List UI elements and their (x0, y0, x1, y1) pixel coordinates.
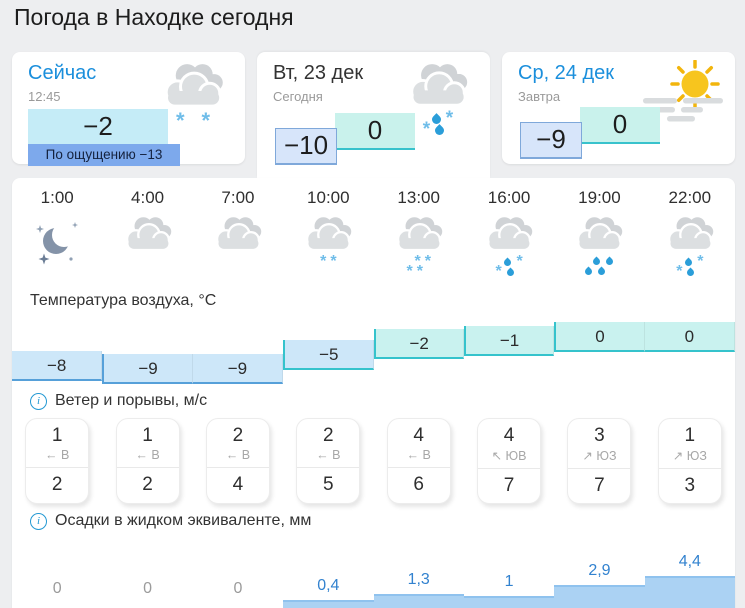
info-icon[interactable]: i (30, 393, 47, 410)
precip-label-text: Осадки в жидком эквиваленте, мм (55, 512, 312, 529)
precip-value: 1 (504, 573, 514, 590)
wind-direction: ← В (225, 448, 251, 462)
cloud-icon (374, 214, 464, 284)
day-card-tomorrow-label[interactable]: Ср, 24 дек (518, 62, 615, 84)
cloud-icon (571, 214, 627, 253)
snowflake-icon: * (424, 253, 431, 270)
wind-speed: 1 (51, 425, 63, 446)
wind-arrow-icon: ← (225, 448, 239, 462)
hour-time: 13:00 (397, 188, 440, 207)
wind-gust: 7 (503, 475, 515, 496)
wind-label-text: Ветер и порывы, м/с (55, 392, 208, 409)
cloud-icon (403, 60, 473, 109)
wind-arrow-icon: ← (45, 448, 58, 462)
wind-speed: 1 (142, 425, 153, 446)
wind-cell (206, 418, 270, 504)
snowflake-icon: * (495, 263, 502, 280)
snowflake-icon: * (175, 108, 185, 133)
precip-section-label (30, 512, 311, 530)
cloud-icon (283, 214, 373, 284)
temp-bar: −1 (464, 326, 554, 356)
wind-gust: 4 (232, 474, 244, 495)
wind-row (12, 418, 735, 504)
day-card-today-label: Вт, 23 дек (273, 62, 364, 84)
snowflake-icon: * (201, 108, 211, 133)
wind-gust: 2 (51, 474, 63, 495)
wind-direction: ← В (45, 448, 70, 462)
hour-column (374, 188, 464, 284)
wind-cell (296, 418, 360, 504)
temp-bar: −9 (102, 354, 192, 384)
snowflake-icon: * (676, 263, 683, 280)
cloud-icon (391, 214, 447, 253)
cloud-icon (481, 214, 537, 253)
snowflake-icon: * (416, 263, 423, 280)
temp-min-tomorrow: −9 (520, 122, 582, 159)
precip-bar (283, 600, 373, 608)
snowflake-icon: * (330, 253, 337, 270)
moon-stars-icon (29, 214, 85, 270)
precip-bar (554, 585, 644, 608)
temp-bar: −2 (374, 329, 464, 359)
page-title: Погода в Находке сегодня (14, 4, 294, 30)
temp-bar: −5 (283, 340, 373, 370)
precip-value: 0 (143, 580, 153, 597)
day-cards-row (12, 52, 735, 178)
wind-direction: ← В (135, 448, 160, 462)
wind-arrow-icon: ↗ (672, 449, 684, 463)
day-card-now-label[interactable]: Сейчас (28, 62, 97, 84)
wind-arrow-icon: ↗ (582, 449, 593, 463)
wind-direction: ↗ ЮЗ (582, 449, 617, 463)
hour-time: 1:00 (40, 188, 74, 207)
hour-column (283, 188, 373, 284)
hour-time: 16:00 (487, 188, 531, 207)
snowflake-icon: * (320, 253, 327, 270)
precip-value: 0,4 (317, 577, 340, 594)
day-card-today-sublabel: Сегодня (273, 89, 323, 104)
cloud-icon (645, 214, 735, 284)
wind-arrow-icon: ↖ (491, 449, 503, 463)
wind-speed: 2 (232, 425, 244, 446)
cloud-icon (102, 214, 192, 284)
precip-value: 1,3 (407, 571, 430, 588)
precip-value: 0 (52, 580, 62, 597)
day-card-now[interactable] (12, 52, 245, 164)
hour-time: 7:00 (221, 188, 255, 207)
temp-max-today: 0 (335, 113, 415, 150)
snowflake-icon: * (445, 108, 454, 129)
temp-bar: 0 (645, 322, 735, 352)
snowflake-icon: * (516, 253, 523, 270)
wind-cell (25, 418, 89, 504)
hour-column (554, 188, 644, 284)
current-temp: −2 (28, 109, 168, 144)
cloud-icon (120, 214, 176, 253)
wind-cell (387, 418, 451, 504)
raindrop-icon (684, 257, 694, 267)
wind-direction: ↗ ЮЗ (672, 449, 707, 463)
wind-direction: ← В (316, 448, 341, 462)
hour-time: 10:00 (307, 188, 350, 207)
cloud-icon (157, 60, 229, 110)
day-card-tomorrow-sublabel: Завтра (518, 89, 561, 104)
hour-column (193, 188, 283, 284)
forecast-panel (12, 178, 735, 608)
hour-time: 19:00 (578, 188, 621, 207)
raindrop-icon (505, 267, 515, 277)
raindrop-icon (605, 257, 615, 267)
temp-bar: 0 (554, 322, 644, 352)
wind-direction: ↖ ЮВ (491, 449, 527, 463)
wind-speed: 1 (684, 425, 696, 446)
raindrop-icon (597, 267, 607, 277)
wind-arrow-icon: ← (406, 448, 420, 462)
snowflake-icon: * (422, 119, 431, 140)
precip-value: 4,4 (678, 553, 701, 570)
precipitation-chart (12, 540, 735, 608)
raindrop-icon (430, 113, 443, 126)
cloud-icon (464, 214, 554, 284)
wind-gust: 2 (142, 474, 153, 495)
precip-bar (645, 576, 735, 608)
cloud-icon (210, 214, 266, 253)
wind-arrow-icon: ← (135, 448, 148, 462)
wind-speed: 4 (503, 425, 515, 446)
hour-column (12, 188, 102, 284)
hour-column (102, 188, 192, 284)
precip-bar (464, 596, 554, 608)
wind-cell (658, 418, 722, 504)
precip-value: 0 (233, 580, 243, 597)
wind-cell (116, 418, 180, 504)
cloud-icon (193, 214, 283, 284)
hour-column (464, 188, 554, 284)
wind-section-label (30, 392, 207, 410)
wind-cell (567, 418, 631, 504)
snowflake-icon: * (406, 263, 413, 280)
precip-bar (374, 594, 464, 608)
day-card-today[interactable] (257, 52, 490, 178)
temperature-chart (12, 318, 735, 392)
temp-max-tomorrow: 0 (580, 107, 660, 144)
wind-gust: 7 (594, 475, 605, 496)
wind-speed: 3 (594, 425, 605, 446)
temperature-label-text: Температура воздуха, °C (30, 292, 217, 309)
temp-bar: −8 (12, 351, 102, 381)
temp-min-today: −10 (275, 128, 337, 165)
day-card-tomorrow[interactable] (502, 52, 735, 164)
wind-speed: 2 (323, 425, 334, 446)
raindrop-icon (433, 124, 446, 137)
hour-time: 4:00 (131, 188, 165, 207)
temp-bar: −9 (193, 354, 283, 384)
precip-value: 2,9 (588, 562, 611, 579)
raindrop-icon (584, 267, 594, 277)
snowflake-icon: * (697, 253, 704, 270)
feels-like-badge: По ощущению −13 (28, 144, 180, 166)
hours-row (12, 188, 735, 284)
wind-direction: ← В (406, 448, 431, 462)
moon-stars-icon (12, 214, 102, 284)
info-icon[interactable]: i (30, 513, 47, 530)
snowflake-icon: * (414, 253, 421, 270)
cloud-icon (300, 214, 356, 253)
wind-speed: 4 (413, 425, 424, 446)
temperature-section-label (30, 292, 216, 310)
current-time: 12:45 (28, 89, 61, 104)
cloud-icon (662, 214, 718, 253)
raindrop-icon (686, 267, 696, 277)
hour-column (645, 188, 735, 284)
raindrop-icon (592, 257, 602, 267)
wind-gust: 3 (684, 475, 696, 496)
cloud-icon (554, 214, 644, 284)
hour-time: 22:00 (668, 188, 712, 207)
raindrop-icon (503, 257, 513, 267)
wind-gust: 5 (323, 474, 334, 495)
wind-cell (477, 418, 541, 504)
wind-arrow-icon: ← (316, 448, 329, 462)
wind-gust: 6 (413, 474, 424, 495)
